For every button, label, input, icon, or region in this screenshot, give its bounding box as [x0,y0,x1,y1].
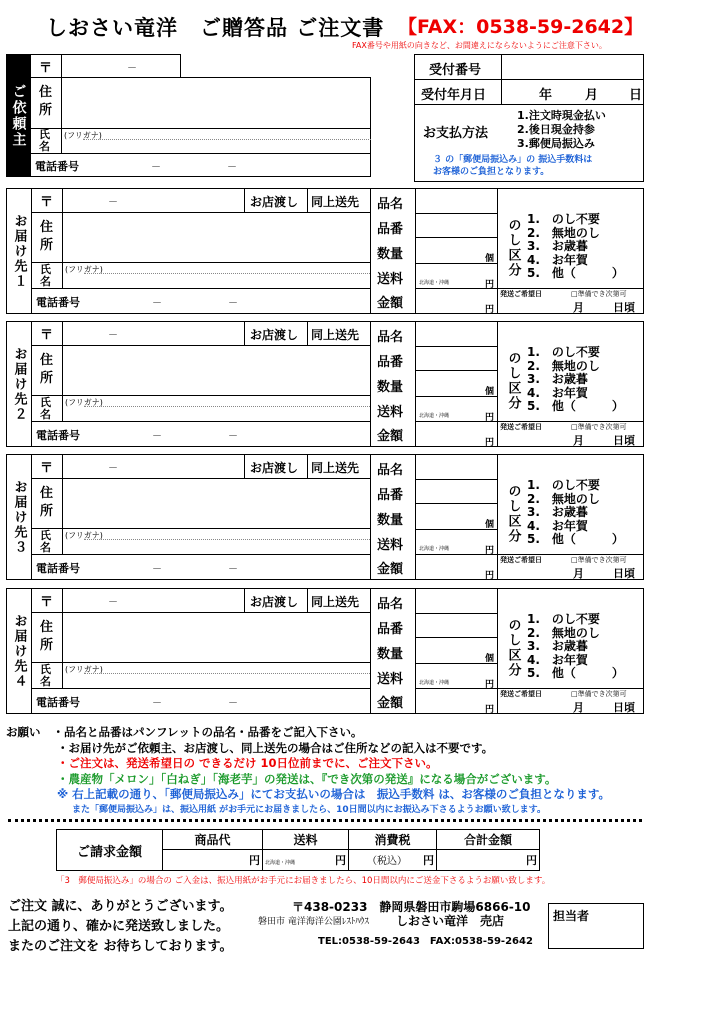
delivery-postal-row[interactable] [32,589,370,613]
delivery-postal-row[interactable] [32,189,370,213]
address-label: 住所 [40,486,54,519]
product-columns [371,589,497,713]
store-pickup-option[interactable]: お店渡し [250,195,299,209]
invoice-label: ご請求金額 [57,830,163,870]
phone-label: 電話番号 [36,562,80,575]
phone-dash-1: － [152,698,162,709]
postal-dash: － [108,597,118,608]
postal-dash: － [108,197,118,208]
delivery-block-1 [6,188,644,314]
invoice-shipping[interactable]: 送料 北海道・沖縄 円 [263,830,349,870]
shipping-label: 送料 [377,538,404,553]
phone-label: 電話番号 [36,696,80,709]
noshi-option-1[interactable]: 1. のし不要 [527,212,600,226]
delivery-postal-row[interactable] [32,322,370,346]
noshi-option-4[interactable]: 4. お年賀 [527,252,588,267]
furigana-label: (フリガナ) [65,265,103,274]
shop-place: 磐田市 竜洋海洋公園ﾚｽﾄﾊｳｽ [258,917,369,927]
product-no-label: 品番 [377,488,404,503]
address-label: 住所 [40,353,54,386]
phone-dash-1: － [152,564,162,575]
phone-dash-2: － [228,564,238,575]
asap-checkbox[interactable]: □準備でき次第可 [571,423,627,431]
same-as-above-option[interactable]: 同上送先 [311,461,360,475]
requester-name-field[interactable] [31,128,371,154]
delivery-name-field[interactable] [32,663,370,689]
desired-day: 日頃 [613,434,635,447]
delivery-name-field[interactable] [32,529,370,555]
noshi-option-5[interactable]: 5. 他（ ） [527,532,624,547]
quantity-unit: 個 [485,387,495,397]
desired-day: 日頃 [613,567,635,580]
desired-day: 日頃 [613,701,635,714]
noshi-options[interactable] [527,479,624,547]
reception-no-label: 受付番号 [429,63,482,78]
desired-date-label: 発送ご希望日 [500,690,542,698]
notes-label: お願い [6,725,41,739]
notes-section [6,725,610,818]
noshi-options[interactable] [527,213,624,281]
phone-dash-2: － [228,298,238,309]
date-day: 日 [629,88,643,103]
postal-dash: － [108,463,118,474]
delivery-block-2 [6,321,644,447]
staff-box[interactable]: 担当者 [548,903,644,949]
delivery-title: お届け先１ [7,189,32,313]
noshi-label: のし区分 [505,618,521,678]
store-pickup-option[interactable]: お店渡し [250,328,299,342]
same-as-above-option[interactable]: 同上送先 [311,195,360,209]
desired-month: 月 [573,301,584,314]
same-as-above-option[interactable]: 同上送先 [311,595,360,609]
postal-dash: － [127,63,137,74]
shipping-label: 送料 [377,672,404,687]
desired-date-label: 発送ご希望日 [500,423,542,431]
noshi-option-5[interactable]: 5. 他（ ） [527,399,624,414]
noshi-label: のし区分 [505,218,521,278]
shipping-note: 北海道・沖縄 [419,413,450,419]
note-line-4: ・農産物「メロン」「白ねぎ」「海老芋」の発送は、『でき次第の発送』になる場合がございます。 [57,771,557,786]
name-label: 氏名 [40,263,51,288]
payment-label: お支払方法 [423,126,489,141]
noshi-option-1[interactable]: 1. のし不要 [527,612,600,626]
requester-label: ご依頼主 [6,54,31,177]
asap-checkbox[interactable]: □準備でき次第可 [571,556,627,564]
shop-tel: TEL:0538-59-2643 FAX:0538-59-2642 [318,936,533,947]
noshi-option-1[interactable]: 1. のし不要 [527,478,600,492]
address-label: 住所 [39,85,53,118]
invoice-product-price[interactable]: 商品代 円 [163,830,263,870]
requester-section [6,54,371,177]
note-line-5: ※ 右上記載の通り、「郵便局振込み」にてお支払いの場合は 振込手数料 は、お客様のご負担となります。 [57,787,611,801]
payment-option-1[interactable]: 1.注文時現金払い [517,109,606,122]
shipping-yen: 円 [485,546,495,556]
desired-month: 月 [573,434,584,447]
phone-dash-1: － [152,431,162,442]
furigana-label: (フリガナ) [65,531,103,540]
product-name-label: 品名 [377,463,404,478]
product-columns [371,455,497,579]
noshi-option-4[interactable]: 4. お年賀 [527,518,588,533]
store-pickup-option[interactable]: お店渡し [250,595,299,609]
delivery-phone-field[interactable] [32,689,370,713]
noshi-option-4[interactable]: 4. お年賀 [527,652,588,667]
noshi-option-3[interactable]: 3. お歳暮 [527,639,588,654]
note-line-1: ・品名と品番はパンフレットの品名・品番をご記入下さい。 [52,725,363,739]
product-no-label: 品番 [377,355,404,370]
postal-mark: 〒 [40,461,54,476]
shipping-note: 北海道・沖縄 [419,546,450,552]
requester-postal-row [31,54,181,78]
phone-dash-2: － [228,698,238,709]
payment-options[interactable] [517,109,606,151]
name-label: 氏名 [39,128,50,153]
shipping-yen: 円 [485,413,495,423]
product-no-label: 品番 [377,622,404,637]
payment-note: ３ の「郵便局振込み」の 振込手数料は お客様のご負担となります。 [433,155,593,177]
delivery-address-field[interactable] [32,479,370,529]
desired-month: 月 [573,567,584,580]
shipping-label: 送料 [377,272,404,287]
delivery-postal-row[interactable] [32,455,370,479]
desired-date-label: 発送ご希望日 [500,556,542,564]
quantity-unit: 個 [485,254,495,264]
name-label: 氏名 [40,396,51,421]
same-as-above-option[interactable]: 同上送先 [311,328,360,342]
shipping-yen: 円 [485,680,495,690]
postal-mark: 〒 [40,595,54,610]
invoice-tax[interactable]: 消費税 （税込） 円 [349,830,437,870]
shipping-yen: 円 [485,280,495,290]
fax-number: 【FAX：0538-59-2642】 [398,16,644,38]
shipping-label: 送料 [377,405,404,420]
thanks-message: ご注文 誠に、ありがとうございます。 上記の通り、確かに発送致しました。 またのご注文を お待ちしております。 [8,899,233,954]
shop-name: しおさい竜洋 売店 [396,914,505,928]
noshi-option-2[interactable]: 2. 無地のし [527,225,600,240]
noshi-option-5[interactable]: 5. 他（ ） [527,666,624,681]
quantity-label: 数量 [377,380,404,395]
address-label: 住所 [40,620,54,653]
phone-dash-1: － [152,298,162,309]
noshi-label: のし区分 [505,351,521,411]
requester-address-field[interactable] [31,77,371,129]
product-columns [371,322,497,446]
amount-yen: 円 [485,305,495,315]
quantity-unit: 個 [485,654,495,664]
amount-yen: 円 [485,705,495,715]
product-name-label: 品名 [377,197,404,212]
name-label: 氏名 [40,529,51,554]
product-name-label: 品名 [377,597,404,612]
requester-phone-field[interactable] [31,153,371,177]
store-pickup-option[interactable]: お店渡し [250,461,299,475]
furigana-label: (フリガナ) [64,131,102,140]
delivery-block-3 [6,454,644,580]
amount-label: 金額 [377,296,404,311]
note-line-2: ・お届け先がご依頼主、お店渡し、同上送先の場合はご住所などの記入は不要です。 [57,740,494,755]
product-no-label: 品番 [377,222,404,237]
postal-mark: 〒 [39,61,53,76]
desired-month: 月 [573,701,584,714]
desired-date-label: 発送ご希望日 [500,290,542,298]
delivery-address-field[interactable] [32,346,370,396]
delivery-phone-field[interactable] [32,555,370,579]
invoice-total[interactable]: 合計金額 円 [437,830,539,870]
product-columns [371,189,497,313]
noshi-option-1[interactable]: 1. のし不要 [527,345,600,359]
asap-checkbox[interactable]: □準備でき次第可 [571,690,627,698]
fax-note: FAX番号や用紙の向きなど、お間違えにならないようにご注意下さい。 [352,41,607,50]
reception-date-label: 受付年月日 [421,88,487,103]
shipping-note: 北海道・沖縄 [419,280,450,286]
note-line-6: また「郵便局振込み」は、振込用紙 がお手元にお届きましたら、10日間以内にお振込み下さるようお願い致します。 [72,804,546,815]
amount-label: 金額 [377,696,404,711]
name-label: 氏名 [40,663,51,688]
delivery-title: お届け先４ [7,589,32,713]
delivery-block-4 [6,588,644,714]
delivery-title: お届け先２ [7,322,32,446]
noshi-option-4[interactable]: 4. お年賀 [527,385,588,400]
noshi-option-2[interactable]: 2. 無地のし [527,625,600,640]
noshi-option-3[interactable]: 3. お歳暮 [527,239,588,254]
note-line-3: ・ご注文は、発送希望日の できるだけ 10日位前までに、ご注文下さい。 [57,756,438,770]
invoice-note: 「3 郵便局振込み」の場合の ご入金は、振込用紙がお手元にお届きましたら、10日間以内にご送金下さるようお願い致します。 [56,876,551,886]
address-label: 住所 [40,220,54,253]
asap-checkbox[interactable]: □準備でき次第可 [571,290,627,298]
noshi-option-3[interactable]: 3. お歳暮 [527,505,588,520]
phone-dash-2: － [228,431,238,442]
phone-dash-2: － [227,162,237,173]
furigana-label: (フリガナ) [65,398,103,407]
amount-yen: 円 [485,438,495,448]
date-month: 月 [585,88,599,103]
noshi-option-2[interactable]: 2. 無地のし [527,358,600,373]
delivery-phone-field[interactable] [32,289,370,313]
postal-dash: － [108,330,118,341]
payment-option-2[interactable]: 2.後日現金持参 [517,123,595,136]
delivery-address-field[interactable] [32,613,370,663]
date-year: 年 [539,88,553,103]
shipping-note: 北海道・沖縄 [419,680,450,686]
delivery-name-field[interactable] [32,396,370,422]
amount-yen: 円 [485,571,495,581]
quantity-label: 数量 [377,247,404,262]
noshi-option-2[interactable]: 2. 無地のし [527,491,600,506]
phone-dash-1: － [151,162,161,173]
noshi-options[interactable] [527,613,624,681]
quantity-label: 数量 [377,647,404,662]
noshi-options[interactable] [527,346,624,414]
noshi-label: のし区分 [505,484,521,544]
dotted-divider [8,819,642,822]
quantity-unit: 個 [485,520,495,530]
furigana-label: (フリガナ) [65,665,103,674]
phone-label: 電話番号 [35,160,79,173]
desired-day: 日頃 [613,301,635,314]
postal-mark: 〒 [40,328,54,343]
invoice-table [56,829,540,871]
quantity-label: 数量 [377,513,404,528]
form-title: しおさい竜洋 ご贈答品 ご注文書 [46,16,385,40]
product-name-label: 品名 [377,330,404,345]
postal-mark: 〒 [40,195,54,210]
phone-label: 電話番号 [36,429,80,442]
noshi-option-5[interactable]: 5. 他（ ） [527,266,624,281]
phone-label: 電話番号 [36,296,80,309]
amount-label: 金額 [377,562,404,577]
amount-label: 金額 [377,429,404,444]
delivery-phone-field[interactable] [32,422,370,446]
delivery-address-field[interactable] [32,213,370,263]
office-use-box [414,54,644,182]
noshi-option-3[interactable]: 3. お歳暮 [527,372,588,387]
delivery-title: お届け先３ [7,455,32,579]
delivery-name-field[interactable] [32,263,370,289]
payment-option-3[interactable]: 3.郵便局振込み [517,137,595,150]
shop-address: 〒438-0233 静岡県磐田市駒場6866-10 [292,900,531,914]
